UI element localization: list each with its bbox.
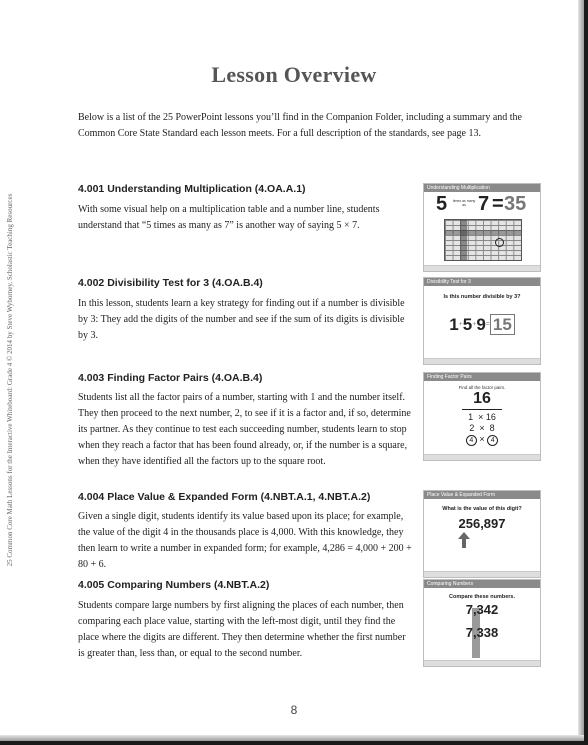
page-title: Lesson Overview	[211, 62, 377, 87]
slide-footer	[424, 265, 540, 271]
slide-footer	[424, 660, 540, 666]
up-arrow-icon	[458, 532, 470, 548]
lesson-summary: Given a single digit, students identify its value based upon its place; for example, the value of the digit 4 in the thousands place is 4,000. With this knowledge, they then learn to write a number in expanded form; for example, 4,286 = 4,000 + 200 + 80 + 6.	[78, 511, 412, 570]
equals-sign: =	[492, 193, 504, 215]
lesson-title: 4.004 Place Value & Expanded Form (4.NBT.A.1, 4.NBT.A.2)	[78, 491, 371, 503]
intro-paragraph: Below is a list of the 25 PowerPoint lessons you’ll find in the Companion Folder, including a summary and the Common Core State Standard each lesson meets. For a full description of the standards, see page 13.	[78, 112, 522, 139]
slide-footer	[424, 454, 540, 460]
equation-result: 35	[504, 193, 527, 215]
page-number: 8	[290, 703, 298, 717]
equation	[430, 194, 534, 216]
slide-thumbnail	[423, 277, 541, 365]
sum-box: 15	[490, 314, 515, 335]
factor-pair-circled	[424, 434, 540, 446]
circled-factor: 4	[466, 435, 477, 446]
equation-number: 5	[436, 193, 448, 215]
slide-question: Find all the factor pairs.	[458, 385, 506, 390]
lesson-summary: Students list all the factor pairs of a number, starting with 1 and the number itself. They then proceed to the next number, 2, to see if it is a factor and, if so, determine its partner. As they continue to test each succeeding number, students learn to stop when they reach a factor that has been found already, or, if the number is a square, when they have identified all the factors up to the square root.	[78, 392, 411, 467]
digit: 1	[449, 315, 459, 334]
page-border	[584, 0, 588, 745]
slide-title-bar: Finding Factor Pairs	[424, 373, 540, 381]
lesson-title: 4.005 Comparing Numbers (4.NBT.A.2)	[78, 579, 270, 591]
slide-footer	[424, 358, 540, 364]
spine-copyright-text: 25 Common Core Math Lessons for the Interactive Whiteboard: Grade 4 © 2014 by Steve Wyborney, Scholastic Teaching Resources	[6, 193, 14, 567]
slide-footer	[424, 571, 540, 577]
multiplication-table	[444, 219, 522, 261]
slide-question: What is the value of this digit?	[442, 506, 522, 512]
highlight-column	[460, 220, 467, 260]
target-number: 16	[473, 390, 491, 407]
slide-thumbnail	[423, 372, 541, 461]
factor-pair: 1 × 16	[468, 412, 496, 422]
plus-sign: +	[472, 321, 477, 328]
factor-pair: 2 × 8	[469, 423, 495, 433]
lesson-title: 4.001 Understanding Multiplication (4.OA.A.1)	[78, 183, 306, 195]
slide-title-bar: Understanding Multiplication	[424, 184, 540, 192]
lesson-title: 4.003 Finding Factor Pairs (4.OA.B.4)	[78, 372, 263, 384]
equals-sign: =	[485, 321, 490, 328]
equation-phrase: times as many as	[452, 199, 476, 207]
slide-title-bar: Place Value & Expanded Form	[424, 491, 540, 499]
plus-sign: +	[458, 321, 463, 328]
spine-copyright	[4, 160, 16, 600]
slide-title-bar: Comparing Numbers	[424, 580, 540, 588]
compare-number: 7,338	[465, 625, 499, 640]
compare-number: 7,342	[465, 602, 499, 617]
lesson-summary: Students compare large numbers by first aligning the places of each number, then comparing each place value, starting with the left-most digit, until they find the place where the digits are different. They then determine whether the first number is greater than, less than, or equal to the second number.	[78, 600, 406, 659]
circled-factor: 4	[487, 435, 498, 446]
slide-thumbnail	[423, 579, 541, 667]
digit: 5	[462, 315, 473, 334]
lesson-summary: With some visual help on a multiplication table and a number line, students understand that “5 times as many as 7” is another way of saying 5 × 7.	[78, 204, 380, 231]
slide-title-bar: Divisibility Test for 3	[424, 278, 540, 286]
lesson-title: 4.002 Divisibility Test for 3 (4.OA.B.4)	[78, 277, 263, 289]
digit-sum	[424, 314, 540, 335]
slide-question: Compare these numbers.	[448, 594, 516, 600]
highlight-row	[445, 230, 521, 235]
underline	[462, 409, 502, 410]
equation-number: 7	[478, 193, 490, 215]
times-sign: ×	[479, 434, 485, 444]
circled-cell	[495, 238, 504, 247]
number-display: 256,897	[458, 516, 506, 531]
page-border	[0, 741, 588, 745]
lesson-summary: In this lesson, students learn a key strategy for finding out if a number is divisible by 3: They add the digits of the number and see if the sum of its digits is divisible by 3.	[78, 298, 405, 341]
slide-thumbnail	[423, 490, 541, 578]
digit: 9	[476, 315, 486, 334]
slide-question: Is this number divisible by 3?	[443, 294, 521, 300]
slide-thumbnail	[423, 183, 541, 272]
